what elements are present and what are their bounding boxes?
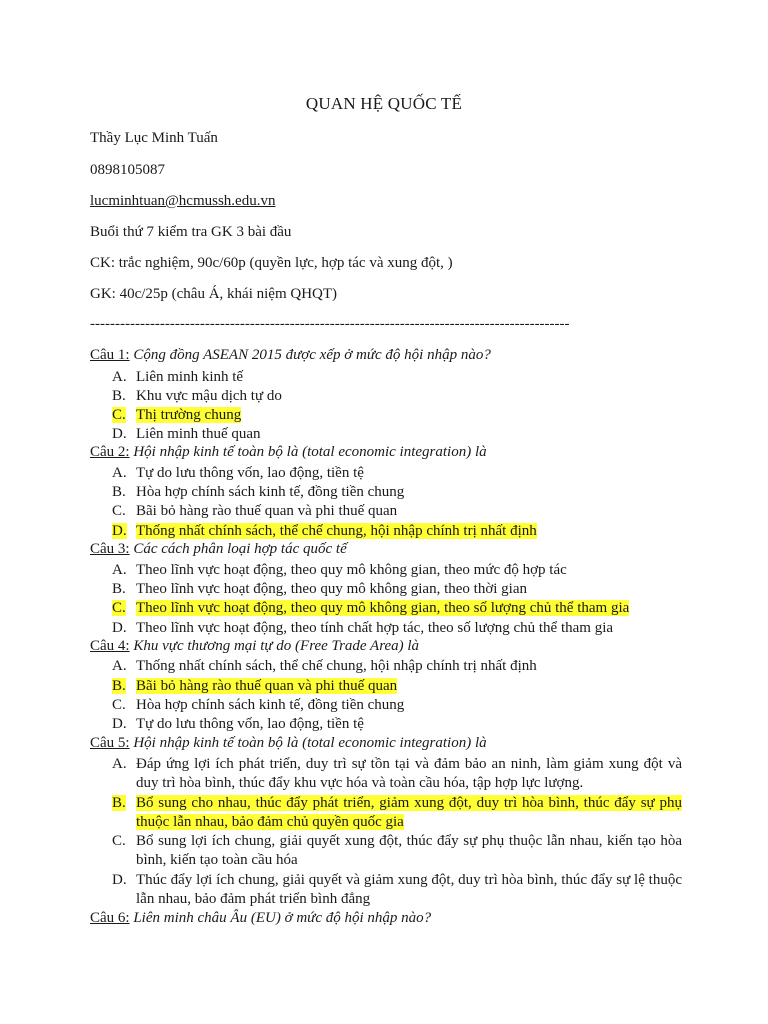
option-1a [112, 368, 682, 387]
option-letter: B. [112, 581, 126, 597]
option-letter: A. [112, 562, 127, 578]
option-letter: A. [112, 369, 127, 385]
option-text: Theo lĩnh vực hoạt động, theo quy mô không gian, theo mức độ hợp tác [136, 562, 567, 578]
option-letter: C. [112, 697, 126, 713]
teacher-name: Thầy Lục Minh Tuấn [90, 130, 218, 146]
option-letter: D. [112, 426, 127, 442]
question-label: Câu 3: [90, 541, 130, 557]
highlighted-answer: Bãi bỏ hàng rào thuế quan và phi thuế quan [136, 678, 398, 694]
option-letter: D. [112, 523, 127, 539]
option-1b [112, 387, 682, 406]
option-letter: B. [112, 388, 126, 404]
question-text: Liên minh châu Âu (EU) ở mức độ hội nhập nào? [133, 910, 432, 926]
option-text: Tự do lưu thông vốn, lao động, tiền tệ [136, 716, 364, 732]
divider-line: ------------------------------------------------------------------------------------------------ [90, 316, 570, 332]
option-2d-answer [112, 522, 682, 541]
option-letter: B. [112, 678, 126, 694]
option-text: Thúc đẩy lợi ích chung, giải quyết và giảm xung đột, duy trì hòa bình, thúc đẩy sự lệ thuộc lẫn nhau, bảo đảm phát triển bình đẳng [136, 872, 682, 907]
option-text: Khu vực mậu dịch tự do [136, 388, 282, 404]
question-6 [90, 910, 431, 927]
option-5b-answer [112, 794, 682, 832]
question-text: Các cách phân loại hợp tác quốc tế [133, 541, 347, 557]
option-4d [112, 715, 682, 734]
exam-note: Buổi thứ 7 kiểm tra GK 3 bài đầu [90, 224, 292, 240]
option-4a [112, 657, 682, 676]
question-text: Khu vực thương mại tự do (Free Trade Area) là [133, 638, 420, 654]
option-letter: D. [112, 716, 127, 732]
option-5a [112, 755, 682, 793]
highlighted-answer: Thống nhất chính sách, thể chế chung, hội nhập chính trị nhất định [136, 523, 537, 539]
option-letter: C. [112, 503, 126, 519]
page-title: QUAN HỆ QUỐC TẾ [305, 94, 463, 113]
email-link[interactable]: lucminhtuan@hcmussh.edu.vn [90, 193, 276, 209]
option-letter: A. [112, 465, 127, 481]
option-3a [112, 561, 682, 580]
option-3d [112, 619, 682, 638]
option-text: Bãi bỏ hàng rào thuế quan và phi thuế quan [136, 503, 398, 519]
question-2 [90, 444, 487, 461]
option-text: Bổ sung lợi ích chung, giải quyết xung đột, thúc đẩy sự phụ thuộc lẫn nhau, kiến tạo hòa bình, kiến tạo toàn cầu hóa [136, 833, 682, 868]
option-text: Liên minh thuế quan [136, 426, 261, 442]
option-1d [112, 425, 682, 444]
option-letter: D. [112, 872, 127, 888]
midterm-exam-info: GK: 40c/25p (châu Á, khái niệm QHQT) [90, 286, 338, 302]
option-text: Theo lĩnh vực hoạt động, theo quy mô không gian, theo thời gian [136, 581, 528, 597]
option-letter: A. [112, 756, 127, 772]
highlighted-answer: Bổ sung cho nhau, thúc đẩy phát triển, giảm xung đột, duy trì hòa bình, thúc đẩy sự phụ thuộc lẫn nhau, bảo đảm chủ quyền quốc gia [136, 795, 682, 830]
option-letter: C. [112, 600, 126, 616]
question-label: Câu 5: [90, 735, 130, 751]
question-3 [90, 541, 347, 558]
option-letter: B. [112, 795, 126, 811]
option-letter: B. [112, 484, 126, 500]
option-2c [112, 502, 682, 521]
option-text: Hòa hợp chính sách kinh tế, đồng tiền chung [136, 697, 405, 713]
option-1c-answer [112, 406, 682, 425]
option-letter: C. [112, 833, 126, 849]
option-letter: D. [112, 620, 127, 636]
option-text: Đáp ứng lợi ích phát triển, duy trì sự tồn tại và đảm bảo an ninh, làm giảm xung đột và duy trì hòa bình, thúc đẩy khu vực hóa và toàn cầu hóa, tập hợp lực lượng. [136, 756, 682, 791]
question-1 [90, 347, 491, 364]
question-text: Hội nhập kinh tế toàn bộ là (total economic integration) là [133, 735, 487, 751]
option-text: Tự do lưu thông vốn, lao động, tiền tệ [136, 465, 364, 481]
option-text: Liên minh kinh tế [136, 369, 244, 385]
question-label: Câu 4: [90, 638, 130, 654]
option-text: Hòa hợp chính sách kinh tế, đồng tiền chung [136, 484, 405, 500]
option-5d [112, 871, 682, 909]
option-3b [112, 580, 682, 599]
option-3c-answer [112, 599, 682, 618]
option-letter: C. [112, 407, 126, 423]
option-4b-answer [112, 677, 682, 696]
option-5c [112, 832, 682, 870]
phone-number: 0898105087 [90, 162, 165, 178]
highlighted-answer: Theo lĩnh vực hoạt động, theo quy mô không gian, theo số lượng chủ thể tham gia [136, 600, 630, 616]
question-text: Hội nhập kinh tế toàn bộ là (total economic integration) là [133, 444, 487, 460]
final-exam-info: CK: trắc nghiệm, 90c/60p (quyền lực, hợp tác và xung đột, ) [90, 255, 453, 271]
question-label: Câu 2: [90, 444, 130, 460]
question-4 [90, 638, 419, 655]
question-label: Câu 1: [90, 347, 130, 363]
option-text: Theo lĩnh vực hoạt động, theo tính chất hợp tác, theo số lượng chủ thể tham gia [136, 620, 614, 636]
highlighted-answer: Thị trường chung [136, 407, 242, 423]
option-letter: A. [112, 658, 127, 674]
question-label: Câu 6: [90, 910, 130, 926]
question-5 [90, 735, 487, 752]
option-2b [112, 483, 682, 502]
option-2a [112, 464, 682, 483]
option-4c [112, 696, 682, 715]
option-text: Thống nhất chính sách, thể chế chung, hội nhập chính trị nhất định [136, 658, 537, 674]
question-text: Cộng đồng ASEAN 2015 được xếp ở mức độ hội nhập nào? [133, 347, 491, 363]
